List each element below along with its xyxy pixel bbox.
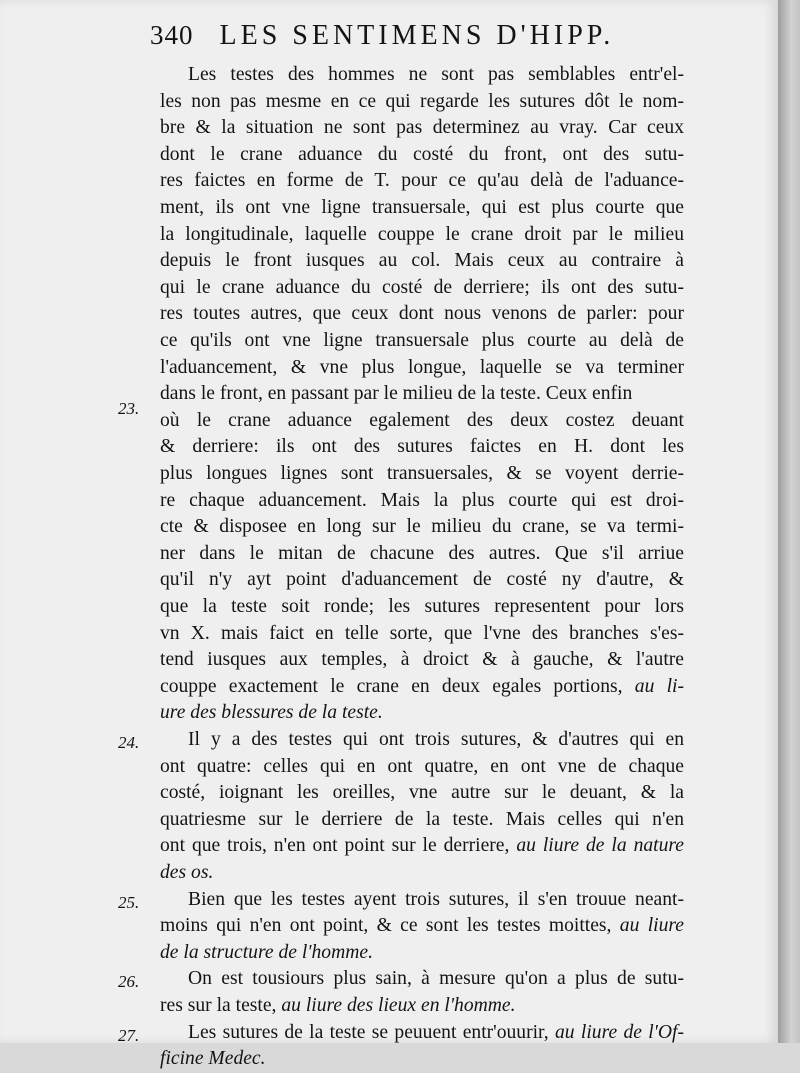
- text-line: [160, 567, 684, 594]
- text-line: [188, 62, 684, 89]
- text-line: [160, 434, 684, 461]
- paragraph-number: 26.: [118, 972, 140, 992]
- text-line: [160, 940, 684, 967]
- page-edge: [778, 0, 800, 1043]
- line-text: qu'il n'y ayt point d'aduancement de costé ny d'autre, &: [160, 569, 684, 591]
- text-line: [160, 142, 684, 169]
- paragraph-number: 27.: [118, 1025, 140, 1045]
- text-line: [160, 168, 684, 195]
- line-text: vn X. mais faict en telle sorte, que l'vne des branches s'es-: [160, 622, 684, 644]
- page-header: [150, 20, 750, 56]
- citation-italic: au liure de la nature: [516, 835, 684, 857]
- paragraph-number: 24.: [118, 733, 140, 752]
- text-line: [188, 887, 684, 914]
- line-text: moins qui n'en ont point, & ce sont les testes moittes,: [160, 915, 612, 937]
- text-line: [188, 1020, 684, 1047]
- text-line: [160, 355, 684, 382]
- text-line: [188, 966, 684, 993]
- text-line: [160, 328, 684, 355]
- line-text: quatriesme sur le derriere de la teste. Mais celles qui n'en: [160, 808, 684, 830]
- text-line: [160, 301, 684, 328]
- line-text: Il y a des testes qui ont trois sutures, & d'autres qui en: [188, 729, 684, 750]
- text-line: [160, 195, 684, 222]
- line-text: res faictes en forme de T. pour ce qu'au delà de l'aduance-: [160, 170, 684, 192]
- line-text: qui le crane aduance du costé de derriere; ils ont des sutu-: [160, 276, 684, 298]
- citation-italic: ficine Medec.: [160, 1048, 266, 1070]
- text-line: [160, 647, 684, 674]
- text-line: [160, 222, 684, 249]
- text-line: [160, 408, 684, 435]
- text-line: [160, 514, 684, 541]
- running-title: LES SENTIMENS D'HIPP.: [219, 20, 615, 51]
- paragraph-number: 23.: [118, 399, 140, 419]
- text-line: [160, 754, 684, 781]
- text-line: [160, 833, 684, 860]
- line-text: ment, ils ont vne ligne transuersale, qui est plus courte que: [160, 197, 684, 218]
- citation-italic: au li-: [634, 675, 684, 697]
- text-line: [160, 674, 684, 701]
- line-text: la longitudinale, laquelle couppe le crane droit par le milieu: [160, 223, 684, 245]
- citation-italic: de la structure de l'homme.: [160, 941, 373, 963]
- line-text: ont que trois, n'en ont point sur le derriere,: [160, 835, 510, 857]
- line-text: Les testes des hommes ne sont pas semblables entr'el-: [188, 64, 684, 85]
- text-line: [160, 993, 684, 1020]
- text-line: [160, 541, 684, 568]
- line-text: bre & la situation ne sont pas determinez au vray. Car ceux: [160, 117, 684, 139]
- text-line: [160, 700, 684, 727]
- line-text: que la teste soit ronde; les sutures representent pour lors: [160, 596, 684, 617]
- citation-italic: au liure: [619, 915, 684, 937]
- text-line: [160, 381, 684, 408]
- line-text: & derriere: ils ont des sutures faictes en H. dont les: [160, 436, 684, 458]
- text-line: [160, 807, 684, 834]
- line-text: ce qu'ils ont vne ligne transuersale plus courte au delà de: [160, 330, 684, 351]
- line-text: les non pas mesme en ce qui regarde les sutures dôt le nom-: [160, 90, 684, 112]
- text-line: [160, 621, 684, 648]
- line-text: res sur la teste,: [160, 995, 277, 1016]
- text-line: [160, 780, 684, 807]
- line-text: On est tousiours plus sain, à mesure qu'on a plus de sutu-: [188, 968, 684, 990]
- line-text: depuis le front iusques au col. Mais ceux au contraire à: [160, 250, 684, 272]
- line-text: où le crane aduance egalement des deux costez deuant: [160, 409, 684, 431]
- line-text: Bien que les testes ayent trois sutures, il s'en trouue neant-: [188, 888, 684, 910]
- text-line: [160, 488, 684, 515]
- line-text: re chaque aduancement. Mais la plus courte qui est droi-: [160, 489, 684, 511]
- citation-italic: au liure des lieux en l'homme.: [281, 995, 516, 1016]
- citation-italic: ure des blessures de la teste.: [160, 702, 383, 724]
- line-text: tend iusques aux temples, à droict & à gauche, & l'autre: [160, 649, 684, 671]
- text-line: [160, 461, 684, 488]
- line-text: ont quatre: celles qui en ont quatre, en ont vne de chaque: [160, 755, 684, 777]
- line-text: ner dans le mitan de chacune des autres. Que s'il arriue: [160, 542, 684, 564]
- text-line: [160, 89, 684, 116]
- text-line: [160, 913, 684, 940]
- line-text: couppe exactement le crane en deux egales portions,: [160, 675, 623, 697]
- page-number: 340: [150, 20, 194, 50]
- text-line: [188, 727, 684, 754]
- line-text: cte & disposee en long sur le milieu du crane, se va termi-: [160, 516, 684, 538]
- paragraph-number: 25.: [118, 892, 140, 912]
- line-text: costé, ioignant les oreilles, vne autre sur le deuant, & la: [160, 782, 684, 804]
- line-text: dont le crane aduance du costé du front, ont des sutu-: [160, 143, 684, 165]
- citation-italic: des os.: [160, 862, 214, 883]
- text-line: [160, 1046, 684, 1073]
- text-line: [160, 275, 684, 302]
- line-text: l'aduancement, & vne plus longue, laquelle se va terminer: [160, 356, 684, 378]
- text-line: [160, 248, 684, 275]
- line-text: dans le front, en passant par le milieu de la teste. Ceux enfin: [160, 383, 633, 405]
- text-line: [160, 594, 684, 621]
- text-line: [160, 860, 684, 887]
- citation-italic: au liure de l'Of-: [555, 1021, 684, 1043]
- text-line: [160, 115, 684, 142]
- line-text: Les sutures de la teste se peuuent entr'ouurir,: [188, 1021, 549, 1043]
- line-text: plus longues lignes sont transuersales, & se voyent derrie-: [160, 463, 684, 484]
- line-text: res toutes autres, que ceux dont nous venons de parler: pour: [160, 303, 684, 325]
